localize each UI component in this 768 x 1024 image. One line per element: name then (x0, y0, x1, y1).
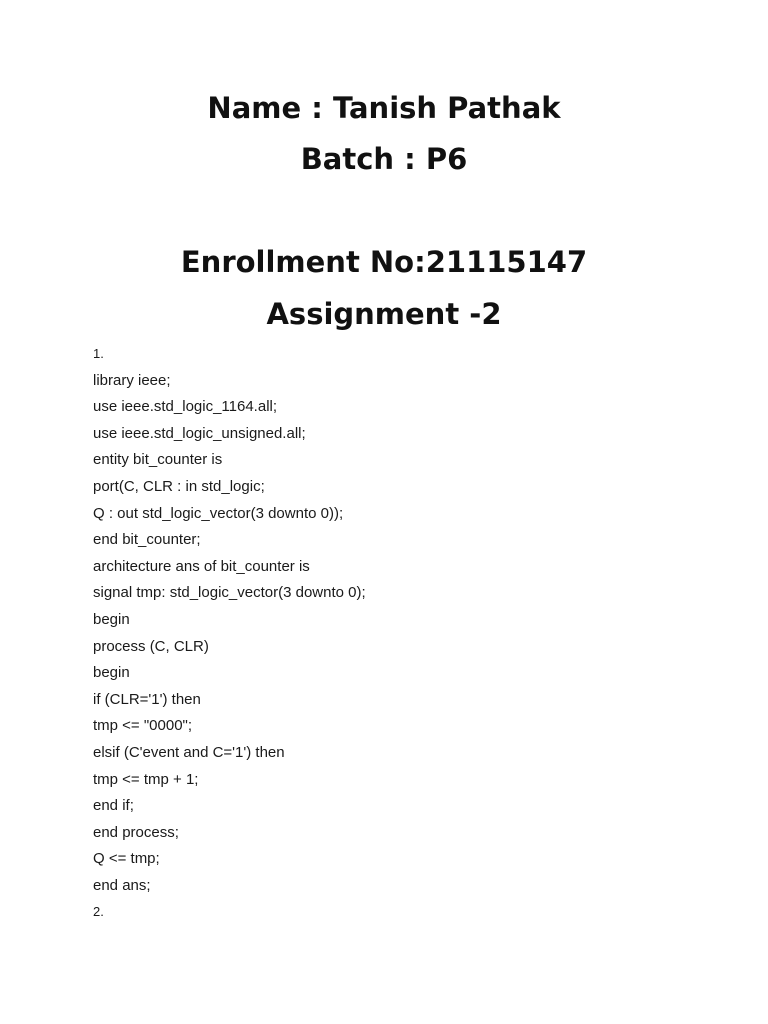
code-line: end if; (93, 797, 134, 815)
code-line: elsif (C'event and C='1') then (93, 743, 285, 761)
code-line: library ieee; (93, 371, 171, 389)
code-line: end process; (93, 823, 179, 841)
code-block-1 (93, 368, 733, 900)
code-line: use ieee.std_logic_1164.all; (93, 398, 278, 416)
code-line: begin (93, 664, 130, 682)
code-line: Q : out std_logic_vector(3 downto 0)); (93, 504, 344, 522)
assignment-title: Assignment -2 (266, 297, 502, 331)
code-line: Q <= tmp; (93, 850, 160, 868)
question-number-2: 2. (93, 904, 104, 920)
code-line: entity bit_counter is (93, 451, 223, 469)
code-line: port(C, CLR : in std_logic; (93, 477, 265, 495)
code-line: end ans; (93, 876, 151, 894)
code-line: end bit_counter; (93, 531, 201, 549)
code-line: process (C, CLR) (93, 637, 209, 655)
batch: Batch : P6 (300, 142, 468, 176)
code-line: signal tmp: std_logic_vector(3 downto 0); (93, 584, 366, 602)
code-line: tmp <= tmp + 1; (93, 770, 199, 788)
student-name: Name : Tanish Pathak (207, 91, 561, 125)
code-line: architecture ans of bit_counter is (93, 557, 310, 575)
code-line: begin (93, 610, 130, 628)
enrollment-number: Enrollment No:21115147 (180, 245, 588, 279)
code-line: use ieee.std_logic_unsigned.all; (93, 424, 306, 442)
question-number-1: 1. (93, 346, 104, 361)
code-line: if (CLR='1') then (93, 690, 201, 708)
code-line: tmp <= "0000"; (93, 717, 193, 735)
answer-body (93, 341, 733, 926)
